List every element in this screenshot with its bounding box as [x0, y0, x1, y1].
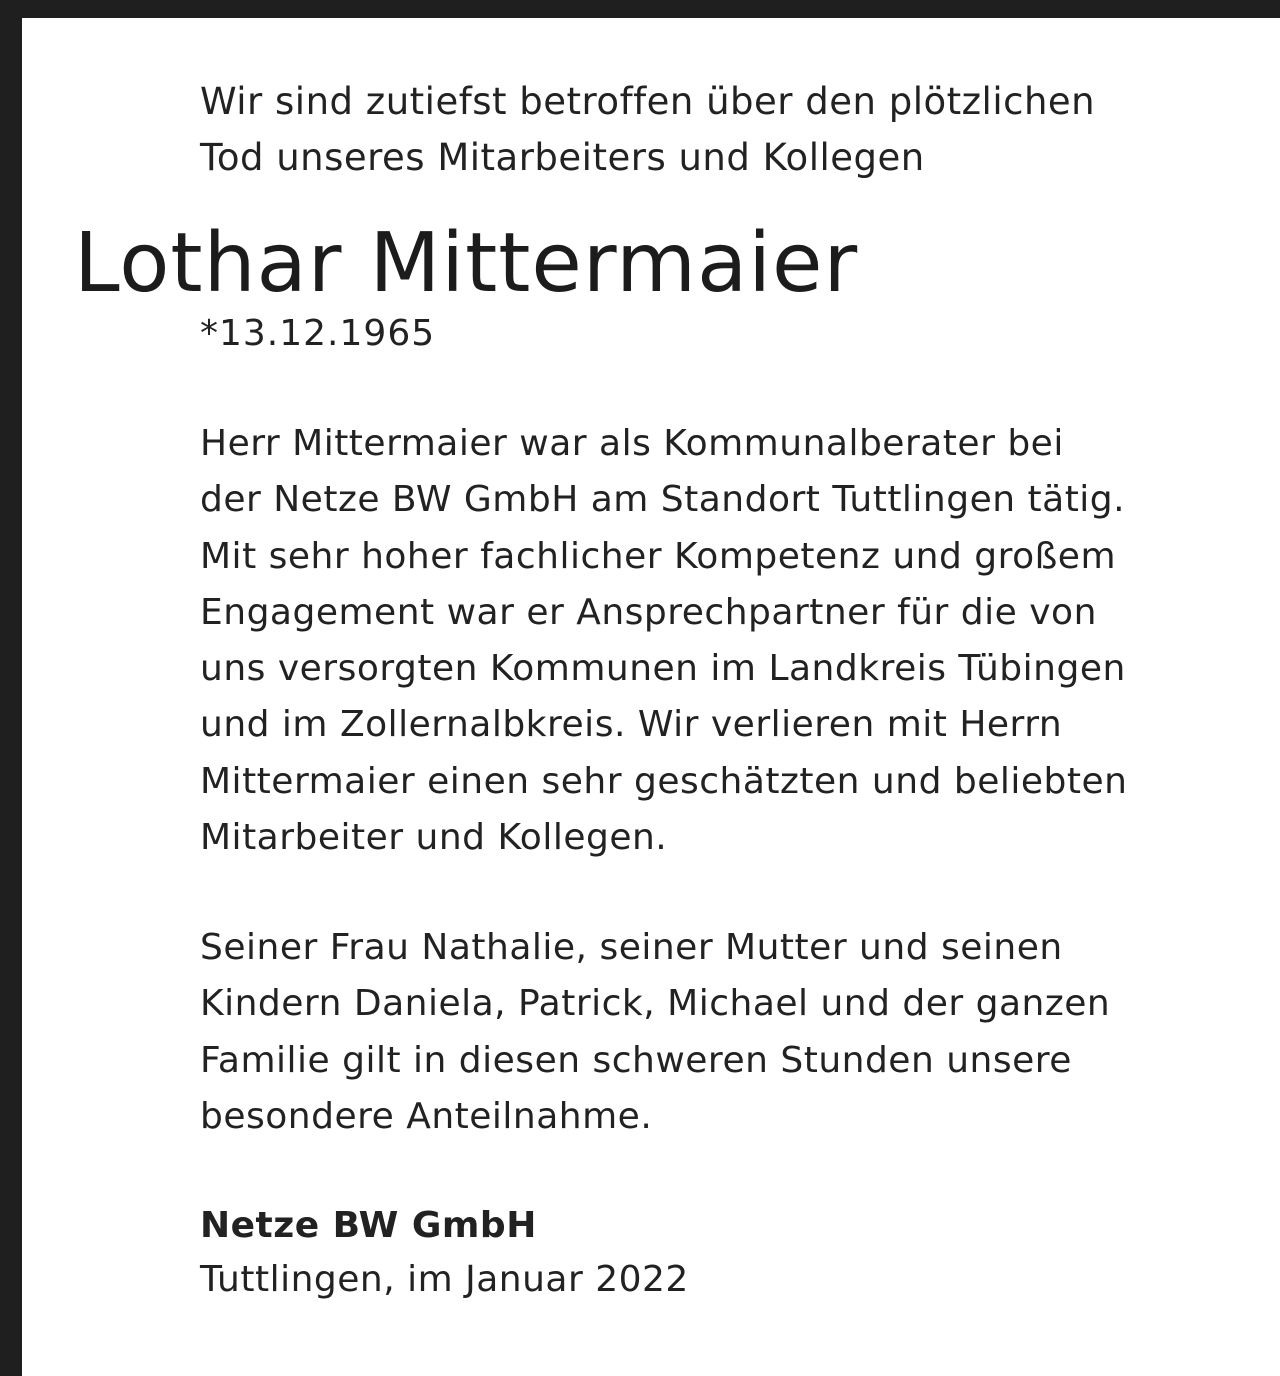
paragraph-line: Mit sehr hoher fachlicher Kompetenz und großem — [200, 535, 1117, 577]
signature-place-date: Tuttlingen, im Januar 2022 — [200, 1259, 689, 1300]
paragraph-line: Kindern Daniela, Patrick, Michael und der ganzen — [200, 983, 1111, 1025]
paragraph-line: Familie gilt in diesen schweren Stunden unsere — [200, 1039, 1072, 1081]
obituary-notice — [22, 18, 1280, 1376]
intro-line: Tod unseres Mitarbeiters und Kollegen — [200, 136, 925, 179]
paragraph-line: Mitarbeiter und Kollegen. — [200, 817, 668, 859]
paragraph-line: Mittermaier einen sehr geschätzten und beliebten — [200, 760, 1128, 802]
intro-text — [200, 74, 1095, 186]
deceased-name: Lothar Mittermaier — [74, 216, 859, 311]
paragraph-line: besondere Anteilnahme. — [200, 1095, 653, 1137]
intro-line: Wir sind zutiefst betroffen über den plötzlichen — [200, 80, 1096, 123]
paragraph-line: Seiner Frau Nathalie, seiner Mutter und seinen — [200, 927, 1063, 968]
paragraph-line: der Netze BW GmbH am Standort Tuttlingen tätig. — [200, 479, 1126, 521]
paragraph-line: und im Zollernalbkreis. Wir verlieren mit Herrn — [200, 704, 1063, 746]
paragraph-line: uns versorgten Kommunen im Landkreis Tübingen — [200, 648, 1126, 690]
paragraph-line: Herr Mittermaier war als Kommunalberater bei — [200, 423, 1064, 464]
tribute-paragraph — [200, 416, 1127, 866]
signature-company: Netze BW GmbH — [200, 1205, 537, 1246]
birth-date: *13.12.1965 — [200, 313, 436, 354]
paragraph-line: Engagement war er Ansprechpartner für die von — [200, 591, 1097, 633]
condolence-paragraph — [200, 920, 1110, 1145]
